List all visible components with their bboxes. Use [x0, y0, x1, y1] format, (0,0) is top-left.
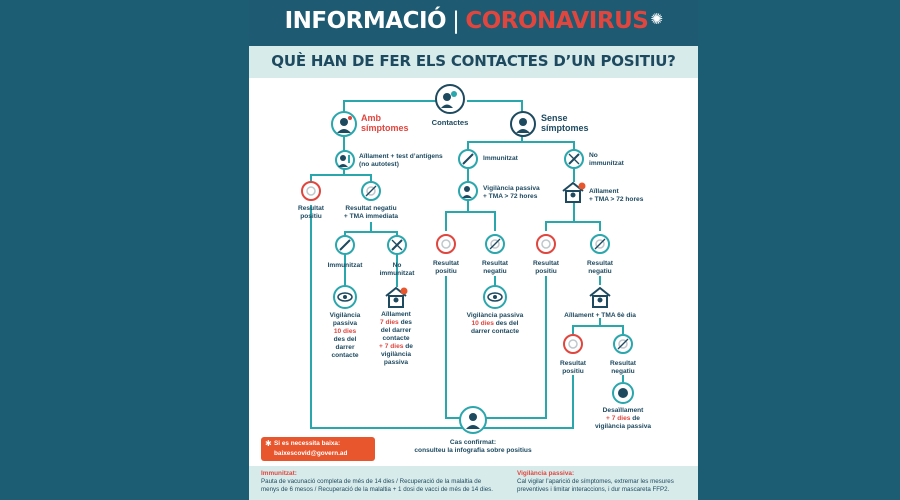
- sense-aillament-label-2: + TMA > 72 hores: [589, 196, 644, 203]
- resultat-negatiu-icon: [361, 181, 381, 201]
- vig-10-line4: des del: [333, 336, 357, 343]
- ail-7-line7: passiva: [383, 359, 409, 366]
- sense-vig10-line1: Vigilància passiva: [466, 312, 524, 319]
- result-positiu-c-label-1: Resultat: [559, 360, 586, 367]
- aillament-house-icon: [384, 286, 408, 308]
- sense-immunitzat-label: Immunitzat: [483, 155, 518, 162]
- result-negatiu-a-label-1: Resultat: [481, 260, 508, 267]
- footer-vigilancia-line1: Cal vigilar l’aparició de símptomes, extremar les mesures: [517, 478, 674, 485]
- footer-vigilancia-line2: preventives i limitar interaccions, i dur mascareta FFP2.: [517, 486, 670, 493]
- infographic-poster: [249, 0, 698, 500]
- cas-confirmat-line1: Cas confirmat:: [449, 439, 497, 446]
- result-positiu-b-icon: [536, 234, 556, 254]
- vig-10-line1: Vigilància: [329, 312, 361, 319]
- result-negatiu-b-label-2: negatiu: [588, 268, 612, 275]
- resultat-negatiu-label-1: Resultat negatiu: [345, 205, 397, 212]
- footer-immunitzat-title: Immunitzat:: [261, 470, 297, 477]
- result-negatiu-a-icon: [485, 234, 505, 254]
- vigilancia-eye-icon: [333, 285, 357, 309]
- footer-immunitzat-line1: Pauta de vacunació completa de més de 14 dies / Recuperació de la malaltia de: [261, 478, 482, 485]
- no-immunitzat-syringe-icon: [387, 235, 407, 255]
- baixa-line1: Si es necessita baixa:: [274, 440, 341, 447]
- cas-confirmat-icon: [459, 406, 487, 434]
- resultat-positiu-label-2: positiu: [300, 213, 322, 220]
- desaillament-icon: [612, 382, 634, 404]
- sense-vigilancia-icon: [458, 181, 478, 201]
- ail-7-line4: contacte: [382, 335, 410, 342]
- result-positiu-c-label-2: positiu: [562, 368, 584, 375]
- ail-7-days: 7 dies: [380, 319, 399, 326]
- vig-10-line3: 10 dies: [333, 328, 357, 335]
- contactes-label: Contactes: [431, 118, 469, 127]
- sense-vig10-des: des del: [495, 320, 519, 327]
- title-coronavirus: CORONAVIRUS: [465, 8, 649, 34]
- sense-vig10-eye-icon: [483, 285, 507, 309]
- title-separator: |: [452, 8, 460, 34]
- desaillament-line3: vigilància passiva: [594, 423, 652, 430]
- question-heading: QUÈ HAN DE FER ELS CONTACTES D’UN POSITIU?: [271, 52, 676, 70]
- amb-simptomes-label-1: Amb: [361, 113, 381, 123]
- asterisk-icon: ✱: [265, 439, 272, 448]
- ail-7-line6: vigilància: [380, 351, 412, 358]
- ail-plus7: + 7 dies: [379, 343, 404, 350]
- footer-vigilancia-title: Vigilància passiva:: [517, 470, 575, 477]
- desaillament-plus7: + 7 dies: [606, 415, 631, 422]
- result-negatiu-b-icon: [590, 234, 610, 254]
- ail-7-des: des: [400, 319, 412, 326]
- cas-confirmat-line2: consulteu la infografia sobre positius: [414, 447, 532, 454]
- sense-no-immunitzat-label-2: immunitzat: [589, 160, 624, 167]
- ail-7-line5: [371, 343, 421, 351]
- sense-simptomes-label-2: símptomes: [541, 123, 589, 133]
- sense-vigilancia-label-1: Vigilància passiva: [483, 185, 540, 192]
- immunitzat-syringe-icon: [335, 235, 355, 255]
- result-negatiu-c-icon: [613, 334, 633, 354]
- title-informacio: INFORMACIÓ: [284, 8, 447, 34]
- ail-7-line1: Aïllament: [381, 311, 411, 318]
- resultat-positiu-label-1: Resultat: [297, 205, 324, 212]
- resultat-negatiu-label-2: + TMA immediata: [343, 213, 399, 220]
- sense-simptomes-label-1: Sense: [541, 113, 568, 123]
- baixa-email-link[interactable]: baixescovid@govern.ad: [274, 450, 348, 457]
- sense-immunitzat-icon: [458, 149, 478, 169]
- amb-simptomes-icon: [331, 111, 357, 137]
- result-positiu-b-label-1: Resultat: [532, 260, 559, 267]
- vig-10-line2: passiva: [332, 320, 358, 327]
- sense-vig10-line3: darrer contacte: [470, 328, 519, 335]
- result-negatiu-c-label-1: Resultat: [609, 360, 636, 367]
- result-positiu-a-label-2: positiu: [435, 268, 457, 275]
- aillament-test-label-1: Aïllament + test d’antígens: [359, 153, 443, 160]
- result-positiu-c-icon: [563, 334, 583, 354]
- sense-vig10-days: 10 dies: [471, 320, 494, 327]
- ail-7-line3: del darrer: [380, 327, 412, 334]
- virus-icon: ✺: [650, 10, 663, 28]
- result-negatiu-c-label-2: negatiu: [611, 368, 635, 375]
- immunitzat-label: Immunitzat: [327, 262, 363, 269]
- sense-no-immunitzat-label-1: No: [589, 152, 598, 159]
- amb-simptomes-label-2: símptomes: [361, 123, 409, 133]
- contactes-icon: [435, 84, 465, 114]
- desaillament-line2: [588, 415, 658, 423]
- result-negatiu-b-label-1: Resultat: [586, 260, 613, 267]
- tma-6-label: Aïllament + TMA 6è dia: [564, 312, 636, 319]
- sense-aillament-house-icon: [561, 181, 587, 203]
- aillament-test-label-2: (no autotest): [359, 161, 399, 168]
- vig-10-line6: contacte: [331, 352, 359, 359]
- sense-vig10-line2: [455, 320, 535, 328]
- ail-de: de: [405, 343, 413, 350]
- resultat-positiu-icon: [301, 181, 321, 201]
- footer-immunitzat-line2: menys de 6 mesos / Recuperació de la malaltia + 1 dosi de vacci de més de 14 dies.: [261, 486, 493, 493]
- sense-aillament-label-1: Aïllament: [589, 188, 619, 195]
- result-positiu-a-icon: [436, 234, 456, 254]
- result-positiu-b-label-2: positiu: [535, 268, 557, 275]
- desaillament-de: de: [632, 415, 640, 422]
- result-positiu-a-label-1: Resultat: [432, 260, 459, 267]
- result-negatiu-a-label-2: negatiu: [483, 268, 507, 275]
- no-immunitzat-label-1: No: [392, 262, 402, 269]
- vig-10-line5: darrer: [335, 344, 355, 351]
- tma-6-house-icon: [588, 286, 612, 308]
- desaillament-line1: Desaïllament: [602, 407, 644, 414]
- no-immunitzat-label-2: immunitzat: [379, 270, 415, 277]
- sense-no-immunitzat-icon: [564, 149, 584, 169]
- sense-simptomes-icon: [510, 111, 536, 137]
- test-antigens-icon: [335, 150, 355, 170]
- sense-vigilancia-label-2: + TMA > 72 hores: [483, 193, 538, 200]
- baixa-info-box: [261, 437, 375, 461]
- ail-7-line2: [371, 319, 421, 327]
- footer-definitions: [249, 466, 698, 500]
